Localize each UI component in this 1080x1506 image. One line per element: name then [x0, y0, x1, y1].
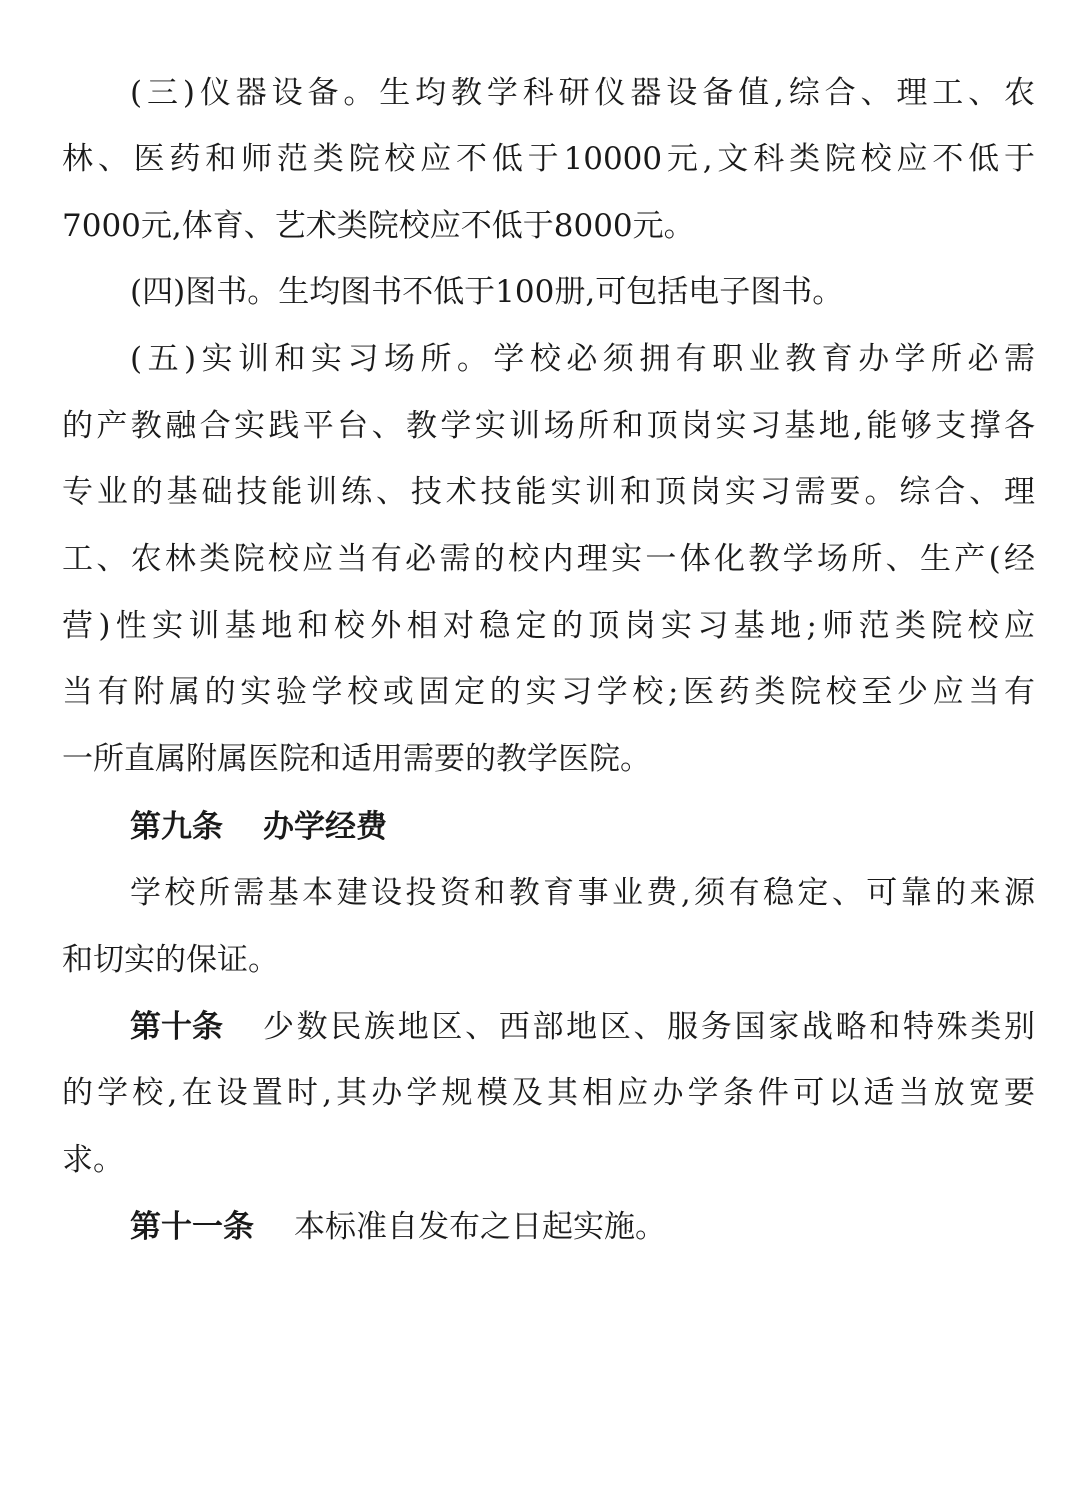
- section-3-line: 7000元,体育、艺术类院校应不低于8000元。: [62, 208, 695, 244]
- article-10-first-line: [130, 1007, 1035, 1047]
- article-10-line: 的学校,在设置时,其办学规模及其相应办学条件可以适当放宽要: [62, 1075, 1035, 1111]
- section-4-line: (四)图书。生均图书不低于100册,可包括电子图书。: [130, 274, 844, 310]
- article-number: 第十一条: [130, 1209, 254, 1245]
- section-3-line: 林、医药和师范类院校应不低于10000元,文科类院校应不低于: [62, 141, 1035, 177]
- article-number: 第十条: [130, 1009, 223, 1045]
- section-5-line: 营)性实训基地和校外相对稳定的顶岗实习基地;师范类院校应: [62, 608, 1035, 644]
- article-11: [130, 1207, 1035, 1247]
- section-3-line: (三)仪器设备。生均教学科研仪器设备值,综合、理工、农: [130, 75, 1035, 111]
- article-11-text: 本标准自发布之日起实施。: [294, 1209, 666, 1245]
- section-5-line: 的产教融合实践平台、教学实训场所和顶岗实习基地,能够支撑各: [62, 408, 1035, 444]
- article-number: 第九条: [130, 809, 223, 845]
- section-5-line: (五)实训和实习场所。学校必须拥有职业教育办学所必需: [130, 341, 1035, 377]
- article-10-line: 少数民族地区、西部地区、服务国家战略和特殊类别: [263, 1009, 1035, 1045]
- article-10-line: 求。: [62, 1142, 124, 1178]
- section-5-line: 工、农林类院校应当有必需的校内理实一体化教学场所、生产(经: [62, 541, 1035, 577]
- section-5-line: 当有附属的实验学校或固定的实习学校;医药类院校至少应当有: [62, 674, 1035, 710]
- article-title: 办学经费: [263, 809, 387, 845]
- article-9-line: 和切实的保证。: [62, 942, 279, 978]
- section-5-line: 专业的基础技能训练、技术技能实训和顶岗实习需要。综合、理: [62, 474, 1035, 510]
- section-5-line: 一所直属附属医院和适用需要的教学医院。: [62, 741, 651, 777]
- article-9-heading: [130, 807, 1035, 847]
- article-9-line: 学校所需基本建设投资和教育事业费,须有稳定、可靠的来源: [130, 875, 1035, 911]
